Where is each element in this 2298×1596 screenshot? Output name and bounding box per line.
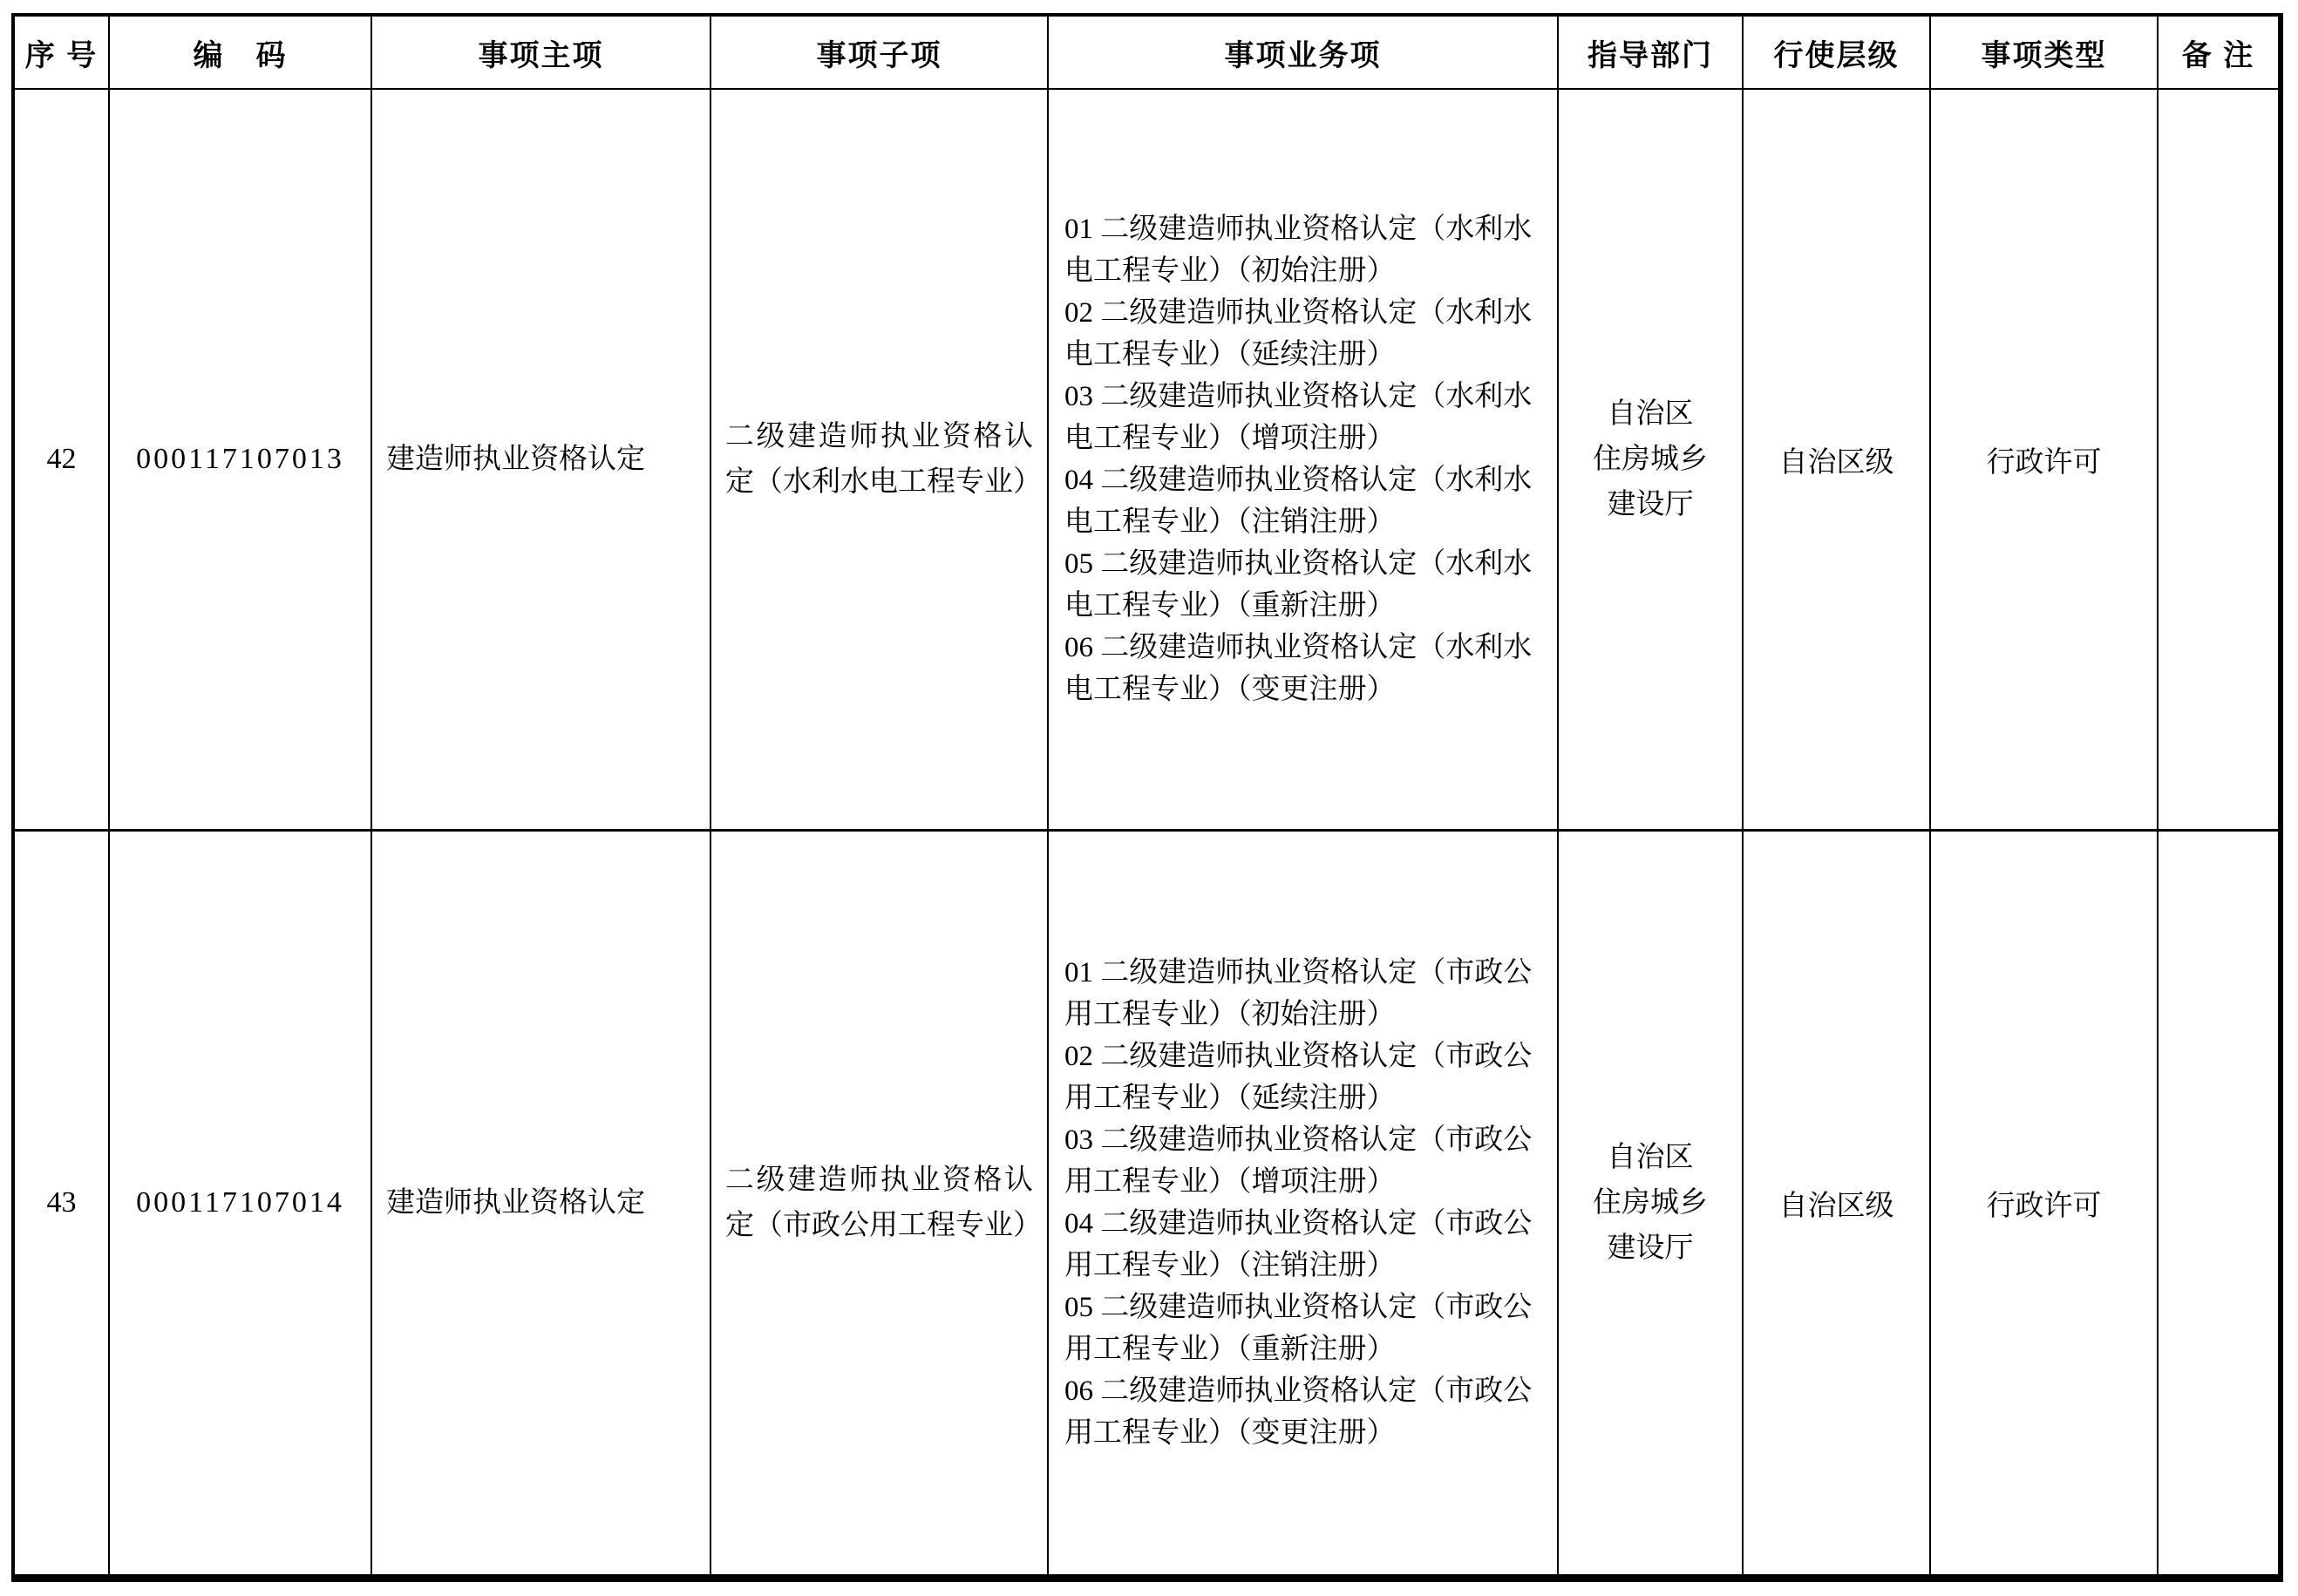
row-42-main-item: 建造师执业资格认定 [372,90,711,832]
row-42-item-type: 行政许可 [1931,90,2159,832]
row-43-code: 000117107014 [110,832,372,1574]
row-42-code: 000117107013 [110,90,372,832]
header-main-item: 事项主项 [372,17,711,90]
header-code: 编 码 [110,17,372,90]
row-42-exercise-level: 自治区级 [1744,90,1931,832]
header-remark: 备 注 [2159,17,2278,90]
row-43-exercise-level: 自治区级 [1744,832,1931,1574]
header-exercise-level: 行使层级 [1744,17,1931,90]
row-43-seq: 43 [15,832,110,1574]
business-item: 06 二级建造师执业资格认定（水利水电工程专业）（变更注册） [1064,632,1533,705]
business-item: 04 二级建造师执业资格认定（水利水电工程专业）（注销注册） [1064,465,1533,538]
row-42-business-items [1049,90,1559,832]
business-item: 06 二级建造师执业资格认定（市政公用工程专业）（变更注册） [1064,1375,1533,1449]
row-42-remark [2159,90,2278,832]
business-item: 04 二级建造师执业资格认定（市政公用工程专业）（注销注册） [1064,1208,1533,1281]
row-43-guide-department [1559,832,1744,1574]
dept-line: 建设厅 [1607,1233,1694,1264]
header-guide-department: 指导部门 [1559,17,1744,90]
business-item: 03 二级建造师执业资格认定（水利水电工程专业）（增项注册） [1064,381,1533,454]
row-42-guide-department [1559,90,1744,832]
business-item: 03 二级建造师执业资格认定（市政公用工程专业）（增项注册） [1064,1124,1533,1198]
business-item: 01 二级建造师执业资格认定（水利水电工程专业）（初始注册） [1064,214,1533,287]
approval-items-table [11,13,2283,1582]
dept-line: 住房城乡 [1593,444,1708,475]
header-business-item: 事项业务项 [1049,17,1559,90]
dept-line: 住房城乡 [1593,1187,1708,1219]
business-item: 05 二级建造师执业资格认定（水利水电工程专业）（重新注册） [1064,548,1533,621]
row-43-business-items [1049,832,1559,1574]
dept-line: 自治区 [1607,1142,1694,1173]
row-43-main-item: 建造师执业资格认定 [372,832,711,1574]
business-item: 02 二级建造师执业资格认定（水利水电工程专业）（延续注册） [1064,297,1533,370]
row-43-item-type: 行政许可 [1931,832,2159,1574]
business-item: 05 二级建造师执业资格认定（市政公用工程专业）（重新注册） [1064,1292,1533,1365]
header-seq: 序 号 [15,17,110,90]
row-42-seq: 42 [15,90,110,832]
business-item: 02 二级建造师执业资格认定（市政公用工程专业）（延续注册） [1064,1041,1533,1114]
row-43-sub-item: 二级建造师执业资格认定（市政公用工程专业） [711,832,1049,1574]
header-item-type: 事项类型 [1931,17,2159,90]
row-42-sub-item: 二级建造师执业资格认定（水利水电工程专业） [711,90,1049,832]
dept-line: 自治区 [1607,398,1694,430]
dept-line: 建设厅 [1607,489,1694,520]
business-item: 01 二级建造师执业资格认定（市政公用工程专业）（初始注册） [1064,957,1533,1030]
row-43-remark [2159,832,2278,1574]
header-sub-item: 事项子项 [711,17,1049,90]
